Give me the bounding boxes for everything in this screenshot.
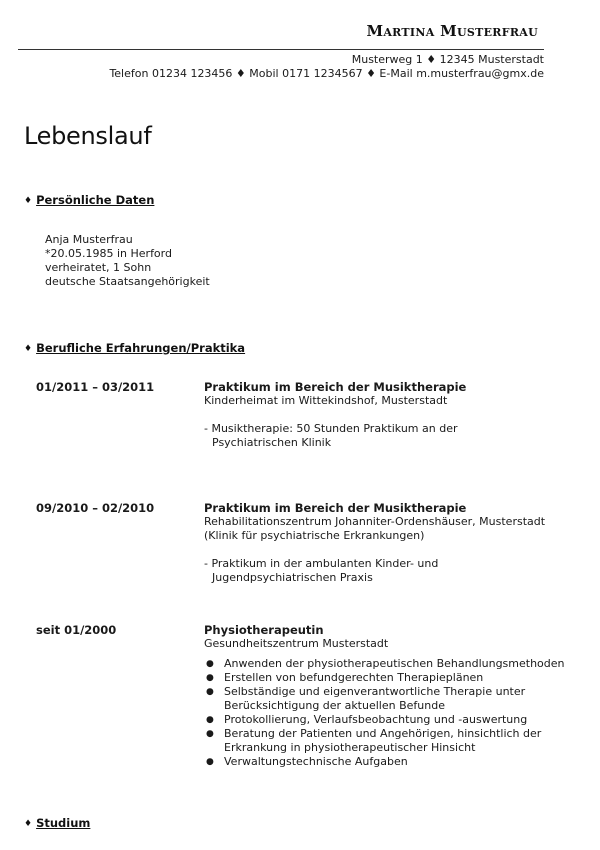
personal-nationality: deutsche Staatsangehörigkeit [45, 275, 210, 288]
diamond-bullet-icon: ♦ [24, 344, 33, 354]
address-line: Musterweg 1 ♦ 12345 Musterstadt [351, 53, 544, 66]
diamond-bullet-icon: ♦ [24, 196, 33, 206]
entry-title: Physiotherapeutin [204, 623, 324, 637]
bullet-dot-icon: ● [206, 715, 214, 725]
list-item [204, 671, 584, 685]
section-heading-label: Studium [36, 816, 91, 830]
list-item [204, 755, 584, 769]
bullet-dot-icon: ● [206, 757, 214, 767]
duties-list [204, 657, 584, 769]
entry-place-note: (Klinik für psychiatrische Erkrankungen) [204, 529, 425, 542]
list-item-text: Selbständige und eigenverantwortliche Therapie unter Berücksichtigung der aktuellen Befunde [224, 685, 526, 712]
personal-family-status: verheiratet, 1 Sohn [45, 261, 152, 274]
entry-place: Kinderheimat im Wittekindshof, Musterstadt [204, 394, 448, 407]
author-name: Martina Musterfrau [366, 22, 538, 40]
entry-detail: - Musiktherapie: 50 Stunden Praktikum an der [204, 422, 458, 435]
entry-detail-continued: Jugendpsychiatrischen Praxis [212, 571, 373, 584]
document-title: Lebenslauf [24, 122, 152, 150]
entry-title: Praktikum im Bereich der Musiktherapie [204, 501, 467, 515]
entry-detail: - Praktikum in der ambulanten Kinder- und [204, 557, 439, 570]
list-item-text: Anwenden der physiotherapeutischen Behandlungsmethoden [224, 657, 565, 670]
bullet-dot-icon: ● [206, 659, 214, 669]
section-heading-personal [24, 193, 154, 207]
list-item-text: Beratung der Patienten und Angehörigen, hinsichtlich der Erkrankung in physiotherapeutischer Hinsicht [224, 727, 542, 754]
entry-detail-continued: Psychiatrischen Klinik [212, 436, 332, 449]
list-item [204, 727, 594, 755]
personal-birth: *20.05.1985 in Herford [45, 247, 172, 260]
bullet-dot-icon: ● [206, 673, 214, 683]
experience-entry [204, 501, 584, 585]
experience-entry [204, 623, 584, 769]
section-heading-label: Berufliche Erfahrungen/Praktika [36, 341, 246, 355]
entry-place: Rehabilitationszentrum Johanniter-Ordenshäuser, Musterstadt [204, 515, 546, 528]
entry-place: Gesundheitszentrum Musterstadt [204, 637, 389, 650]
list-item [204, 657, 584, 671]
entry-title: Praktikum im Bereich der Musiktherapie [204, 380, 467, 394]
section-heading-experience [24, 341, 245, 355]
entry-date: seit 01/2000 [36, 623, 117, 637]
list-item-text: Protokollierung, Verlaufsbeobachtung und -auswertung [224, 713, 528, 726]
contact-line: Telefon 01234 123456 ♦ Mobil 0171 1234567 ♦ E-Mail m.musterfrau@gmx.de [109, 67, 544, 80]
experience-entry [204, 380, 584, 450]
section-heading-label: Persönliche Daten [36, 193, 155, 207]
diamond-bullet-icon: ♦ [24, 819, 33, 829]
bullet-dot-icon: ● [206, 687, 214, 697]
list-item-text: Verwaltungstechnische Aufgaben [224, 755, 408, 768]
header-divider [18, 49, 544, 50]
personal-name: Anja Musterfrau [45, 233, 133, 246]
list-item [204, 713, 584, 727]
bullet-dot-icon: ● [206, 729, 214, 739]
section-heading-study [24, 816, 90, 830]
personal-data-block [45, 233, 210, 289]
list-item-text: Erstellen von befundgerechten Therapieplänen [224, 671, 484, 684]
list-item [204, 685, 584, 713]
entry-date: 01/2011 – 03/2011 [36, 380, 155, 394]
entry-date: 09/2010 – 02/2010 [36, 501, 155, 515]
